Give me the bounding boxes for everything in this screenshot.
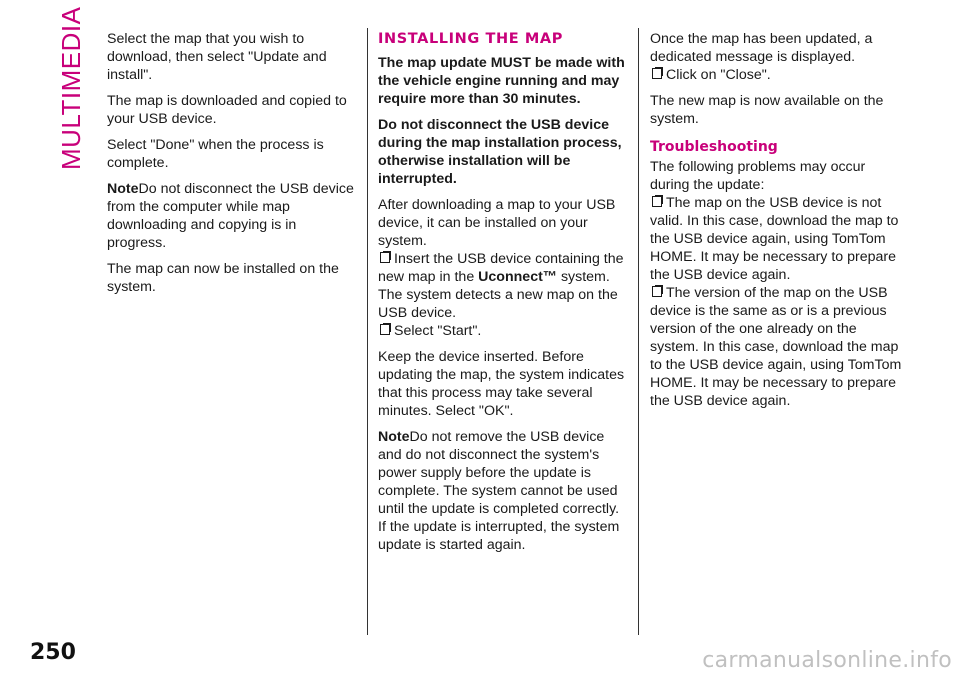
checkbox-bullet-icon — [652, 68, 662, 79]
paragraph: The map can now be installed on the system. — [107, 261, 339, 295]
paragraph: Select the map that you wish to download, then select "Update and install". — [107, 31, 327, 83]
paragraph: The system detects a new map on the USB device. — [378, 287, 618, 321]
watermark: carmanualsonline.info — [702, 648, 952, 673]
checkbox-bullet-icon — [380, 252, 390, 263]
note — [378, 428, 630, 554]
warning-bold: The map update MUST be made with the vehicle engine running and may require more than 30 minutes. — [378, 55, 625, 107]
bullet-item: The map on the USB device is not valid. In this case, download the map to the USB device again, using TomTom HOME. It may be necessary to prepare the USB device again. — [650, 195, 899, 283]
checkbox-bullet-icon — [652, 196, 662, 207]
note-text: Do not disconnect the USB device from the computer while map downloading and copying is in progress. — [107, 181, 354, 251]
note-text: Do not remove the USB device and do not disconnect the system's power supply before the update is complete. The system cannot be used until the update is completed correctly. If the update is interrupted, the system update is started again. — [378, 429, 620, 553]
bullet-item: Click on "Close". — [650, 66, 908, 84]
paragraph: Select "Done" when the process is complete. — [107, 137, 324, 171]
subheading: Troubleshooting — [650, 139, 778, 155]
brand-name: Uconnect™ — [478, 269, 557, 285]
warning-bold: Do not disconnect the USB device during the map installation process, otherwise installation will be interrupted. — [378, 117, 622, 187]
section-title: MULTIMEDIA — [56, 6, 86, 170]
checkbox-bullet-icon — [652, 286, 662, 297]
paragraph: Keep the device inserted. Before updating the map, the system indicates that this process may take several minutes. Select "OK". — [378, 349, 625, 419]
column-2 — [378, 30, 630, 562]
column-divider-2 — [638, 28, 639, 635]
paragraph: The following problems may occur during the update: — [650, 159, 866, 193]
column-3 — [650, 30, 908, 418]
paragraph: The map is downloaded and copied to your USB device. — [107, 93, 347, 127]
bullet-item: The version of the map on the USB device is the same as or is a previous version of the one already on the system. In this case, download the map to the USB device again, using TomTom HOME. It may be necessary to prepare the USB device again. — [650, 285, 902, 409]
note-label: Note — [378, 429, 410, 445]
note-label: Note — [107, 181, 139, 197]
section-tab — [52, 6, 86, 170]
paragraph: Once the map has been updated, a dedicated message is displayed. — [650, 31, 873, 65]
note — [107, 180, 357, 252]
bullet-item: Select "Start". — [378, 322, 630, 340]
column-divider-1 — [367, 28, 368, 635]
section-heading: INSTALLING THE MAP — [378, 31, 563, 47]
paragraph: The new map is now available on the system. — [650, 93, 884, 127]
column-1 — [107, 30, 357, 304]
paragraph: After downloading a map to your USB device, it can be installed on your system. — [378, 197, 616, 249]
bullet-item: Insert the USB device containing the new map in the Uconnect™ system. — [378, 251, 624, 285]
page-number: 250 — [30, 640, 76, 665]
checkbox-bullet-icon — [380, 324, 390, 335]
